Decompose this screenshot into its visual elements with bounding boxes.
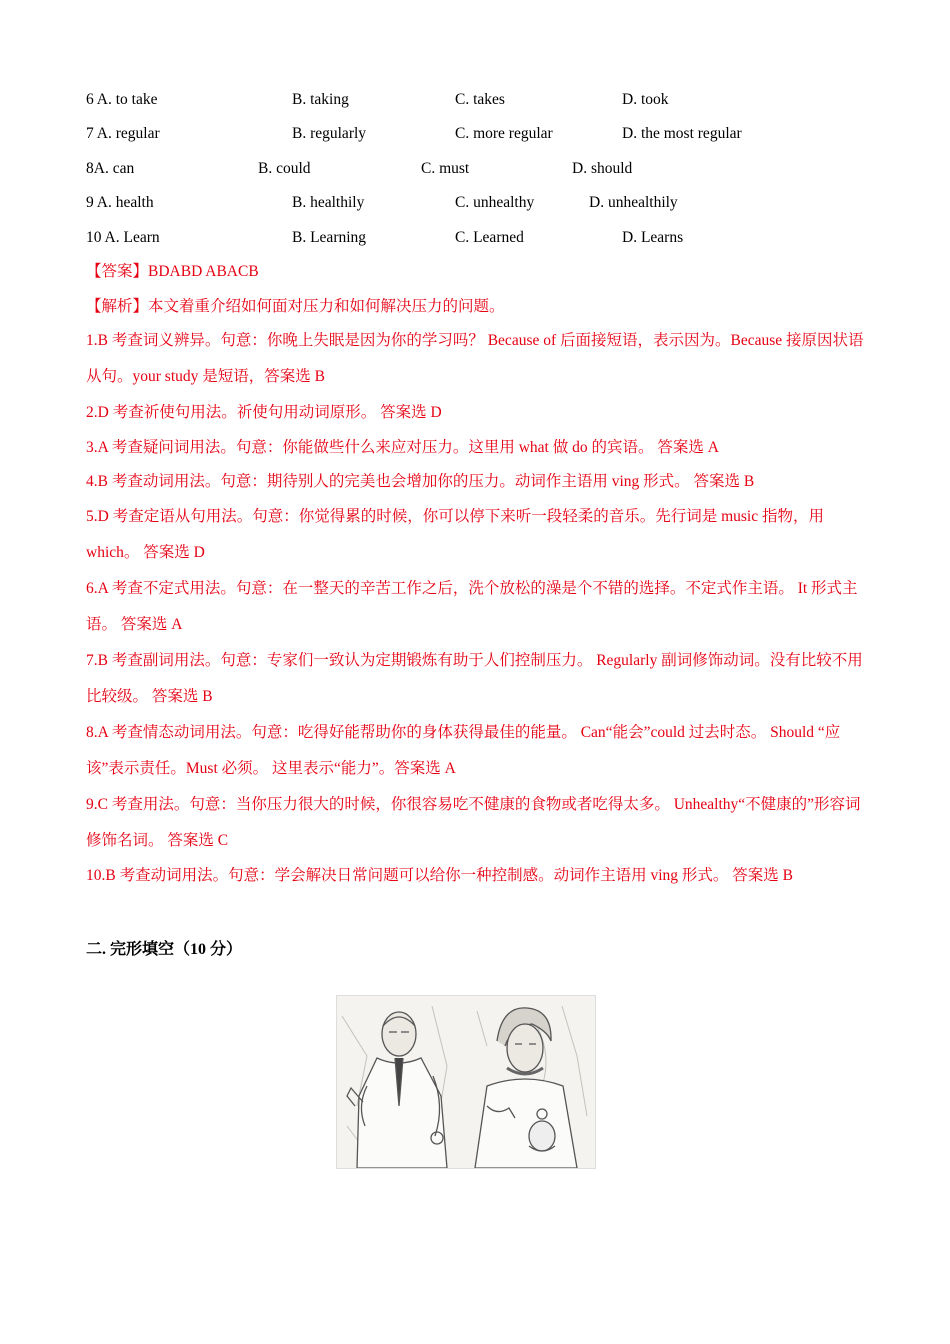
option-b: B. regularly [292, 125, 367, 142]
option-c: C. unhealthy [455, 194, 535, 211]
explanation-2: 2.D 考查祈使句用法。祈使句用动词原形。 答案选 D [86, 404, 442, 421]
explanation-1: 1.B 考查词义辨异。句意：你晚上失眠是因为你的学习吗？ Because of 后面接短语，表示因为。Because 接原因状语从句。your study 是短语，答案选 B [86, 332, 864, 385]
option-c: C. must [421, 160, 470, 177]
option-d: D. took [622, 91, 669, 108]
option-d: D. unhealthily [589, 194, 678, 211]
option-a: 9 A. health [86, 194, 154, 211]
option-c: C. Learned [455, 229, 524, 246]
option-c: C. more regular [455, 125, 553, 142]
explanation-7: 7.B 考查副词用法。句意：专家们一致认为定期锻炼有助于人们控制压力。 Regularly 副词修饰动词。没有比较不用比较级。 答案选 B [86, 652, 863, 705]
option-a: 6 A. to take [86, 91, 158, 108]
explanation-9: 9.C 考查用法。句意：当你压力很大的时候，你很容易吃不健康的食物或者吃得太多。 Unhealthy“不健康的”形容词修饰名词。 答案选 C [86, 796, 861, 849]
explanation-3: 3.A 考查疑问词用法。句意：你能做些什么来应对压力。这里用 what 做 do 的宾语。 答案选 A [86, 439, 719, 456]
explanation-5: 5.D 考查定语从句用法。句意：你觉得累的时候，你可以停下来听一段轻柔的音乐。先行词是 music 指物，用 which。 答案选 D [86, 508, 824, 561]
option-b: B. taking [292, 91, 349, 108]
option-d: D. the most regular [622, 125, 742, 142]
option-d: D. should [572, 160, 633, 177]
illustration-doctors [336, 995, 596, 1169]
analysis-line: 【解析】本文着重介绍如何面对压力和如何解决压力的问题。 [86, 298, 505, 315]
explanation-4: 4.B 考查动词用法。句意：期待别人的完美也会增加你的压力。动词作主语用 ving 形式。 答案选 B [86, 473, 755, 490]
option-a: 10 A. Learn [86, 229, 160, 246]
explanation-8: 8.A 考查情态动词用法。句意：吃得好能帮助你的身体获得最佳的能量。 Can“能会”could 过去时态。 Should “应该”表示责任。Must 必须。 这里表示“能力”。答案选 A [86, 724, 841, 777]
explanation-6: 6.A 考查不定式用法。句意：在一整天的辛苦工作之后，洗个放松的澡是个不错的选择。不定式作主语。 It 形式主语。 答案选 A [86, 580, 858, 633]
option-a: 8A. can [86, 160, 135, 177]
option-a: 7 A. regular [86, 125, 160, 142]
sketch-illustration [337, 996, 595, 1168]
option-d: D. Learns [622, 229, 684, 246]
option-c: C. takes [455, 91, 505, 108]
section-title: 二. 完形填空（10 分） [86, 941, 243, 958]
option-b: B. healthily [292, 194, 365, 211]
option-b: B. could [258, 160, 311, 177]
explanation-10: 10.B 考查动词用法。句意：学会解决日常问题可以给你一种控制感。动词作主语用 ving 形式。 答案选 B [86, 867, 793, 884]
answer-line: 【答案】BDABD ABACB [86, 263, 259, 280]
option-b: B. Learning [292, 229, 367, 246]
